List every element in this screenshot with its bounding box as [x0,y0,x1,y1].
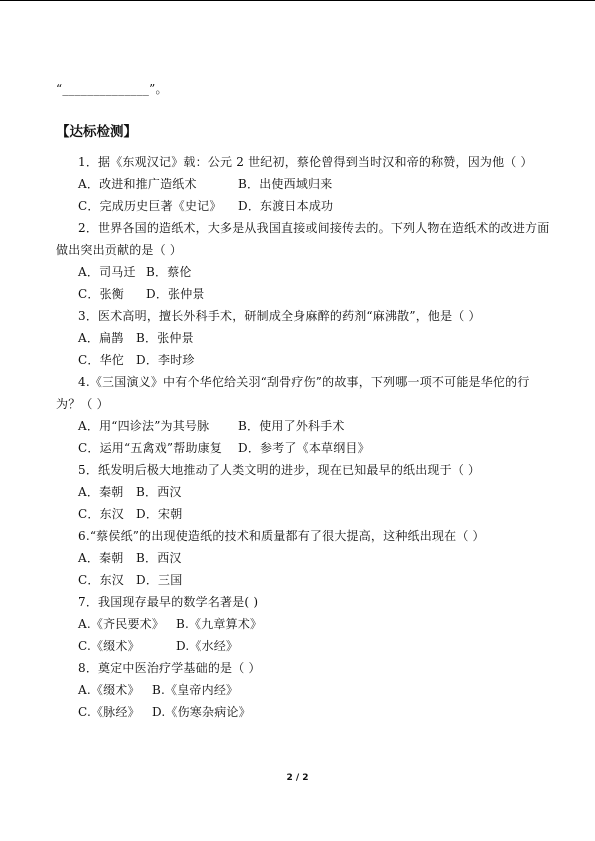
option-c: C．华佗 [78,353,124,367]
question-1-options-row-1 [78,177,332,191]
question-4-stem-line-1: 4.《三国演义》中有个华佗给关羽“刮骨疗伤”的故事，下列哪一项不可能是华佗的行 [78,375,530,389]
question-5-options-row-2 [78,507,182,521]
option-c: C．东汉 [78,573,124,587]
option-a: A．秦朝 [78,551,124,565]
question-7-options-row-2 [78,639,238,653]
question-3-options-row-1 [78,331,194,345]
option-b: B．蔡伦 [146,265,192,279]
question-8-options-row-2 [78,705,251,719]
question-4-options-row-2 [78,441,370,455]
option-b: B.《九章算术》 [176,617,263,631]
question-5-options-row-1 [78,485,182,499]
option-b: B.《皇帝内经》 [152,683,239,697]
option-a: A.《缀术》 [78,683,140,697]
option-d: D．宋朝 [136,507,183,521]
question-2-options-row-2 [78,287,205,301]
option-a: A．用“四诊法”为其号脉 [78,419,210,433]
question-6-options-row-2 [78,573,182,587]
option-b: B．西汉 [136,485,182,499]
option-c: C．完成历史巨著《史记》 [78,199,222,213]
question-3-stem: 3．医术高明，擅长外科手术，研制成全身麻醉的药剂“麻沸散”，他是（ ） [78,309,481,323]
question-8-options-row-1 [78,683,238,697]
question-1-stem: 1．据《东观汉记》载：公元 2 世纪初，蔡伦曾得到当时汉和帝的称赞，因为他（ ） [78,155,533,169]
option-a: A．司马迁 [78,265,136,279]
question-5-stem: 5．纸发明后极大地推动了人类文明的进步，现在已知最早的纸出现于（ ） [78,463,481,477]
option-c: C.《脉经》 [78,705,140,719]
option-a: A．扁鹊 [78,331,124,345]
question-4-options-row-1 [78,419,345,433]
option-c: C．运用“五禽戏”帮助康复 [78,441,223,455]
option-a: A．秦朝 [78,485,124,499]
question-6-stem: 6.“蔡侯纸”的出现使造纸的技术和质量都有了很大提高，这种纸出现在（ ） [78,529,485,543]
option-b: B．张仲景 [136,331,194,345]
option-d: D．三国 [136,573,183,587]
top-rule [0,0,595,1]
question-2-options-row-1 [78,265,192,279]
option-d: D．张仲景 [146,287,205,301]
top-text: “______________”。 [56,82,168,96]
option-b: B．出使西域归来 [238,177,333,191]
page-number: 2 / 2 [286,773,309,783]
option-a: A.《齐民要术》 [78,617,165,631]
option-b: B．使用了外科手术 [238,419,345,433]
option-c: C．东汉 [78,507,124,521]
option-d: D.《水经》 [176,639,239,653]
question-7-stem: 7．我国现存最早的数学名著是( ) [78,595,259,609]
option-a: A．改进和推广造纸术 [78,177,197,191]
question-2-stem-line-2: 做出突出贡献的是（ ） [56,243,183,257]
option-c: C.《缀术》 [78,639,140,653]
question-3-options-row-2 [78,353,195,367]
option-d: D．李时珍 [136,353,195,367]
question-1-options-row-2 [78,199,333,213]
option-b: B．西汉 [136,551,182,565]
question-2-stem-line-1: 2．世界各国的造纸术，大多是从我国直接或间接传去的。下列人物在造纸术的改进方面 [78,221,550,235]
option-d: D．东渡日本成功 [238,199,334,213]
option-d: D.《伤寒杂病论》 [152,705,251,719]
question-8-stem: 8．奠定中医治疗学基础的是（ ） [78,661,261,675]
section-heading: 【达标检测】 [56,124,137,140]
option-d: D．参考了《本草纲目》 [238,441,370,455]
option-c: C．张衡 [78,287,124,301]
question-7-options-row-1 [78,617,262,631]
question-6-options-row-1 [78,551,182,565]
question-4-stem-line-2: 为？（ ） [56,397,109,411]
